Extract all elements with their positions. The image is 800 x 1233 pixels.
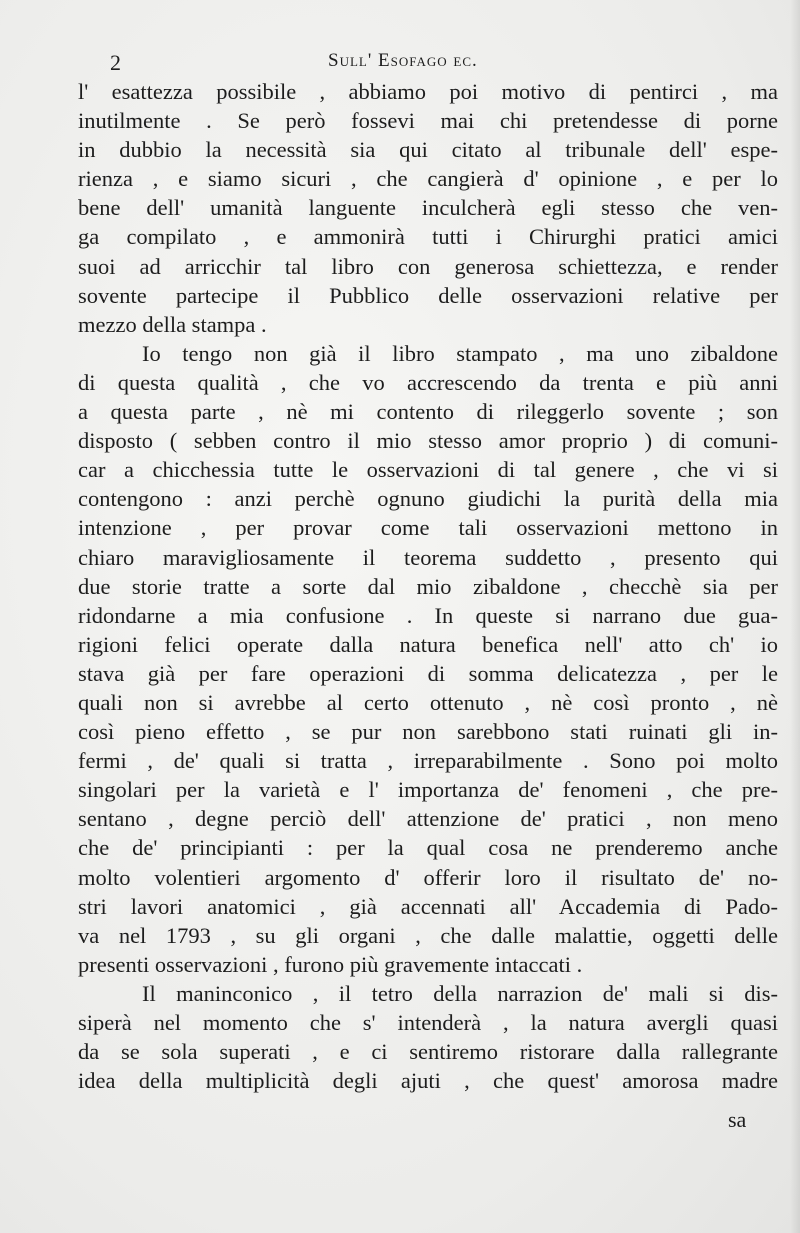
text-line: presenti osservazioni , furono più gravemente intaccati . bbox=[78, 951, 583, 977]
text-line: da se sola superati , e ci sentiremo ristorare dalla rallegrante bbox=[78, 1039, 778, 1065]
page-number: 2 bbox=[110, 50, 121, 75]
running-title: Sull' Esofago ec. bbox=[328, 50, 478, 71]
text-line: bene dell' umanità languente inculcherà egli stesso che ven- bbox=[78, 195, 778, 221]
text-line: rigioni felici operate dalla natura benefica nell' atto ch' io bbox=[78, 631, 778, 657]
text-line: sentano , degne perciò dell' attenzione de' pratici , non meno bbox=[78, 806, 778, 832]
text-line: molto volentieri argomento d' offerir loro il risultato de' no- bbox=[78, 864, 778, 890]
paragraph bbox=[78, 339, 778, 979]
text-line: in dubbio la necessità sia qui citato al tribunale dell' espe- bbox=[78, 137, 778, 163]
text-line: di questa qualità , che vo accrescendo da trenta e più anni bbox=[78, 369, 778, 395]
text-line: due storie tratte a sorte dal mio zibaldone , checchè sia per bbox=[78, 573, 778, 599]
text-line: fermi , de' quali si tratta , irreparabilmente . Sono poi molto bbox=[78, 748, 778, 774]
text-line: ridondarne a mia confusione . In queste si narrano due gua- bbox=[78, 602, 778, 628]
text-line: che de' principianti : per la qual cosa ne prenderemo anche bbox=[78, 835, 778, 861]
text-line: siperà nel momento che s' intenderà , la natura avergli quasi bbox=[78, 1010, 778, 1035]
text-line: ga compilato , e ammonirà tutti i Chirurghi pratici amici bbox=[78, 224, 778, 250]
text-line: rienza , e siamo sicuri , che cangierà d' opinione , e per lo bbox=[78, 166, 778, 192]
text-line: mezzo della stampa . bbox=[78, 311, 267, 337]
page-edge-shadow bbox=[790, 0, 800, 1233]
catchword: sa bbox=[728, 1107, 747, 1132]
text-line: così pieno effetto , se pur non sarebbono stati ruinati gli in- bbox=[78, 719, 778, 745]
text-line: va nel 1793 , su gli organi , che dalle malattie, oggetti delle bbox=[78, 922, 778, 948]
text-line: Io tengo non già il libro stampato , ma uno zibaldone bbox=[142, 340, 778, 366]
text-line: idea della multiplicità degli ajuti , che quest' amorosa madre bbox=[78, 1068, 778, 1094]
text-line: sovente partecipe il Pubblico delle osservazioni relative per bbox=[78, 282, 778, 308]
text-line: disposto ( sebben contro il mio stesso amor proprio ) di comuni- bbox=[78, 428, 778, 454]
paragraph bbox=[78, 979, 778, 1095]
text-line: singolari per la varietà e l' importanza de' fenomeni , che pre- bbox=[78, 777, 778, 803]
text-line: suoi ad arricchir tal libro con generosa schiettezza, e render bbox=[78, 253, 778, 279]
text-line: contengono : anzi perchè ognuno giudichi la purità della mia bbox=[78, 486, 778, 512]
text-line: chiaro maravigliosamente il teorema suddetto , presento qui bbox=[78, 544, 778, 570]
text-line: quali non si avrebbe al certo ottenuto , nè così pronto , nè bbox=[78, 689, 778, 715]
text-line: a questa parte , nè mi contento di rileggerlo sovente ; son bbox=[78, 399, 778, 425]
text-line: intenzione , per provar come tali osservazioni mettono in bbox=[78, 515, 778, 541]
text-line: stava già per fare operazioni di somma delicatezza , per le bbox=[78, 660, 778, 686]
text-line: inutilmente . Se però fossevi mai chi pretendesse di porne bbox=[78, 108, 778, 134]
page-header bbox=[0, 46, 800, 76]
text-line: Il maninconico , il tetro della narrazion de' mali si dis- bbox=[142, 980, 778, 1006]
paragraph bbox=[78, 77, 778, 339]
text-line: car a chicchessia tutte le osservazioni di tal genere , che vi si bbox=[78, 457, 778, 483]
text-line: stri lavori anatomici , già accennati all' Accademia di Pado- bbox=[78, 893, 778, 919]
body-text bbox=[78, 77, 778, 1095]
text-line: l' esattezza possibile , abbiamo poi motivo di pentirci , ma bbox=[78, 79, 778, 104]
